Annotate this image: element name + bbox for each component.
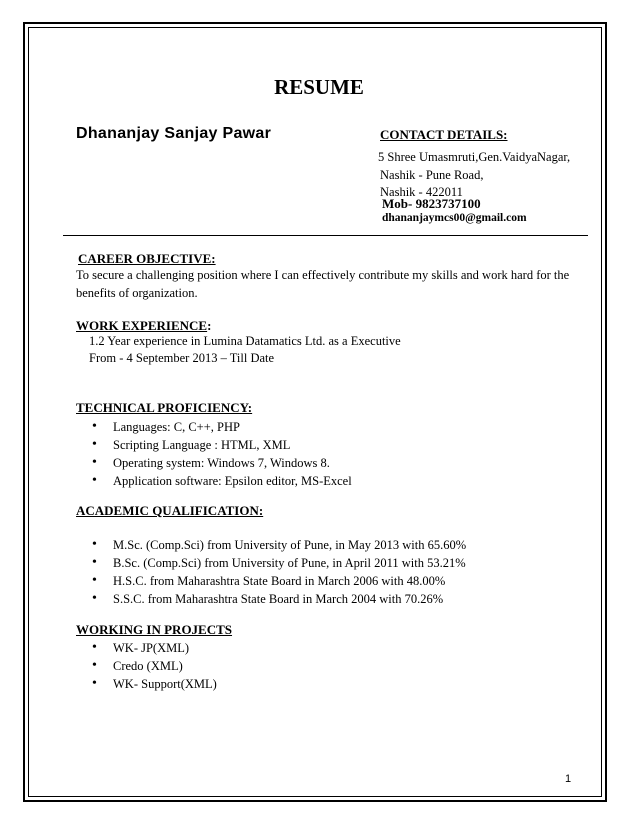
- contact-email: dhananjaymcs00@gmail.com: [382, 212, 527, 224]
- list-item: • Scripting Language : HTML, XML: [76, 436, 352, 454]
- projects-list: [76, 639, 217, 693]
- technical-proficiency-list: [76, 418, 352, 490]
- work-experience-colon: :: [207, 318, 212, 333]
- list-item: • B.Sc. (Comp.Sci) from University of Pune, in April 2011 with 53.21%: [76, 554, 466, 572]
- contact-address-line-3: Nashik - 422011: [380, 185, 463, 199]
- list-item: • WK- JP(XML): [76, 639, 217, 657]
- list-item: • M.Sc. (Comp.Sci) from University of Pune, in May 2013 with 65.60%: [76, 536, 466, 554]
- work-experience-line-2: From - 4 September 2013 – Till Date: [89, 351, 275, 365]
- career-objective-heading: CAREER OBJECTIVE:: [78, 251, 216, 266]
- list-item: • S.S.C. from Maharashtra State Board in March 2004 with 70.26%: [76, 590, 466, 608]
- list-item: • Languages: C, C++, PHP: [76, 418, 352, 436]
- page-number: 1: [565, 773, 572, 785]
- academic-qualification-heading: ACADEMIC QUALIFICATION:: [76, 503, 264, 518]
- technical-proficiency-heading: TECHNICAL PROFICIENCY:: [76, 400, 253, 415]
- contact-heading: CONTACT DETAILS:: [380, 127, 508, 142]
- list-item: • WK- Support(XML): [76, 675, 217, 693]
- contact-mobile: Mob- 9823737100: [382, 196, 481, 211]
- contact-address-line-1: 5 Shree Umasmruti,Gen.VaidyaNagar,: [378, 150, 571, 164]
- work-experience-heading: WORK EXPERIENCE: [76, 318, 208, 333]
- document-title: RESUME: [274, 75, 364, 99]
- list-item: • Application software: Epsilon editor, MS-Excel: [76, 472, 352, 490]
- list-item: • Operating system: Windows 7, Windows 8.: [76, 454, 352, 472]
- academic-qualification-list: [76, 536, 466, 608]
- list-item: • H.S.C. from Maharashtra State Board in March 2006 with 48.00%: [76, 572, 466, 590]
- header-divider: [63, 235, 588, 236]
- candidate-name: Dhananjay Sanjay Pawar: [76, 125, 272, 142]
- projects-heading: WORKING IN PROJECTS: [76, 622, 233, 637]
- career-objective-line-1: To secure a challenging position where I can effectively contribute my skills and work hard for the: [76, 268, 570, 282]
- work-experience-heading-wrap: [76, 317, 211, 335]
- work-experience-line-1: 1.2 Year experience in Lumina Datamatics Ltd. as a Executive: [89, 334, 401, 348]
- contact-address-line-2: Nashik - Pune Road,: [380, 168, 484, 182]
- career-objective-line-2: benefits of organization.: [76, 286, 198, 300]
- list-item: • Credo (XML): [76, 657, 217, 675]
